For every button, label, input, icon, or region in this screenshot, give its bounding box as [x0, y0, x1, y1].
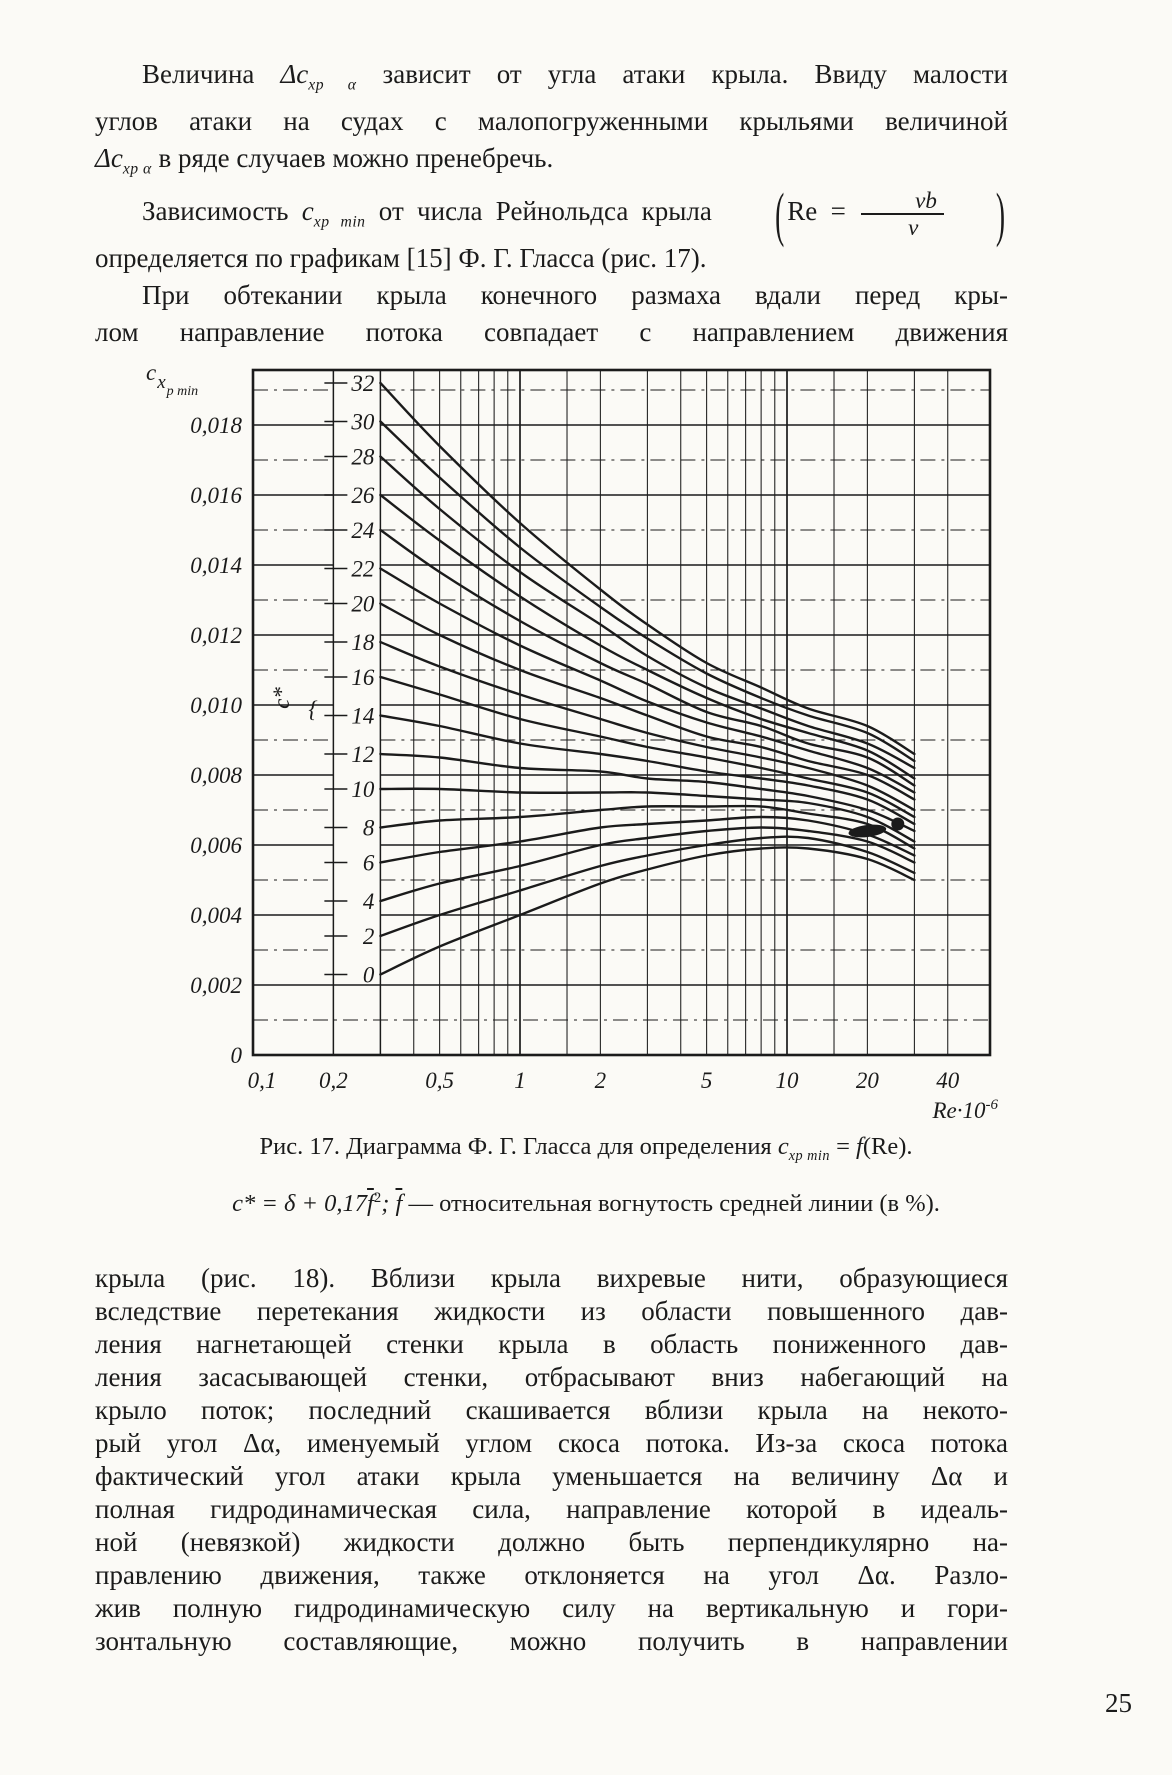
curve-label: 8 [362, 815, 375, 841]
text-line [95, 240, 1008, 277]
text-line [95, 179, 1008, 248]
text-segment: в ряде случаев можно пренебречь. [151, 143, 554, 174]
text-segment: $\overline{f}$ [367, 1190, 374, 1218]
fraction-denominator: ν [861, 213, 944, 240]
text-segment: = [829, 1133, 857, 1160]
text-line [95, 1427, 1008, 1460]
text-segment: углов атаки на судах с малопогруженными крыльями величиной [95, 106, 1008, 137]
family-brace: { [308, 697, 318, 722]
curve-label: 26 [351, 483, 375, 508]
text-segment: полная гидродинамическая сила, направление которой в идеаль- [95, 1494, 1008, 1524]
text-line [95, 103, 1008, 140]
text-line [95, 1526, 1008, 1559]
family-label: c* [269, 687, 294, 709]
text-segment: зависит от угла атаки крыла. Ввиду малости [356, 59, 1008, 89]
y-tick-label: 0,016 [190, 483, 242, 508]
paragraph-4 [95, 1262, 1008, 1658]
text-line [95, 1262, 1008, 1295]
x-tick-label: 0,1 [247, 1068, 277, 1093]
text-segment: ( [775, 179, 785, 248]
text-segment: c [301, 195, 314, 226]
curve-label: 28 [351, 444, 375, 470]
body-text-bottom [95, 1262, 1008, 1658]
text-line [95, 1295, 1008, 1328]
x-tick-label: 0,5 [425, 1068, 454, 1093]
curve-label: 6 [362, 850, 375, 876]
text-segment: f [856, 1133, 863, 1160]
y-tick-label: 0,018 [190, 413, 242, 438]
text-segment: c [777, 1133, 789, 1160]
text-segment: — относительная вогнутость средней линии (в %). [402, 1190, 940, 1218]
text-segment: определяется по графикам [15] Ф. Г. Гласса (рис. 17). [95, 243, 707, 274]
data-point [891, 818, 904, 831]
text-segment: (Re). [862, 1133, 913, 1160]
page-number: 25 [1105, 1688, 1132, 1718]
y-tick-label: 0 [230, 1043, 242, 1068]
curve-label: 18 [351, 630, 375, 655]
text-segment: Δc [95, 143, 123, 174]
x-tick-label: 1 [514, 1068, 526, 1093]
text-line [95, 1328, 1008, 1361]
text-segment: правлению движения, также отклоняется на угол Δα. Разло- [95, 1560, 1008, 1590]
y-axis-title: $c_{xp min}$ [146, 360, 199, 399]
text-segment: $\overline{f}$ [395, 1190, 403, 1218]
inline-fraction [861, 188, 944, 240]
text-segment: вследствие перетекания жидкости из области повышенного дав- [95, 1296, 1008, 1326]
text-segment: Величина [142, 59, 281, 89]
text-line [146, 1126, 1026, 1177]
text-segment: Δc [280, 59, 309, 89]
text-segment: зонтальную составляющие, можно получить в направлении [95, 1626, 1008, 1656]
curve-label: 20 [351, 591, 375, 617]
x-axis-title: $Re\cdot 10^{-6}$ [932, 1097, 998, 1123]
curve-label: 12 [351, 742, 375, 767]
paragraph-1 [95, 56, 1008, 188]
y-tick-label: 0,010 [190, 693, 242, 718]
curve-label: 22 [351, 556, 375, 582]
text-segment: фактический угол атаки крыла уменьшается на величину Δα и [95, 1461, 1008, 1491]
superscript: 2 [373, 1189, 382, 1206]
subscript: xp min [313, 213, 366, 231]
text-segment: При обтекании крыла конечного размаха вдали перед кры- [142, 280, 1008, 311]
fraction-numerator: vb [915, 187, 937, 213]
y-tick-label: 0,002 [190, 973, 242, 998]
paragraph-2 [95, 179, 1008, 278]
text-line [95, 1460, 1008, 1493]
text-segment: жив полную гидродинамическую силу на вертикальную и гори- [95, 1593, 1008, 1623]
text-line [95, 1361, 1008, 1394]
text-line [95, 314, 1008, 351]
y-tick-label: 0,008 [190, 763, 242, 788]
text-segment: от числа Рейнольдса крыла [365, 195, 726, 226]
body-text-top [95, 56, 1008, 351]
curve-label: 10 [351, 777, 375, 802]
x-tick-label: 5 [700, 1068, 713, 1093]
text-segment: ной (невязкой) жидкости должно быть перпендикулярно на- [95, 1527, 1008, 1557]
x-tick-label: 2 [594, 1068, 607, 1093]
curve-label: 14 [351, 703, 375, 729]
text-line [146, 1177, 1026, 1225]
text-line [95, 1493, 1008, 1526]
curve-label: 32 [351, 371, 375, 396]
y-tick-label: 0,012 [190, 623, 242, 648]
curve-label: 2 [362, 924, 375, 949]
paragraph-3 [95, 277, 1008, 351]
text-segment: крыло поток; последний скашивается вблизи крыла на некото- [95, 1395, 1008, 1425]
text-segment: ления засасывающей стенки, отбрасывают вниз набегающий на [95, 1362, 1008, 1392]
text-line [95, 1394, 1008, 1427]
curve-label: 24 [351, 518, 375, 543]
x-tick-label: 10 [775, 1068, 799, 1093]
curve-label: 16 [351, 665, 375, 690]
text-segment: лом направление потока совпадает с направлением движения [95, 317, 1008, 348]
glass-diagram-chart [130, 350, 1010, 1125]
subscript: xp α [122, 160, 152, 178]
curve-label: 4 [362, 889, 375, 914]
figure-17 [130, 350, 1010, 1130]
y-tick-label: 0,004 [190, 903, 242, 928]
text-segment: Re = [787, 195, 860, 226]
ink-smudge [848, 823, 887, 840]
text-segment: ; [381, 1190, 396, 1218]
text-segment: ления нагнетающей стенки крыла в область пониженного дав- [95, 1329, 1008, 1359]
text-line [95, 277, 1008, 314]
text-segment: Рис. 17. Диаграмма Ф. Г. Гласса для определения [259, 1133, 778, 1160]
text-line [95, 1625, 1008, 1658]
text-segment: Зависимость [142, 195, 302, 226]
x-tick-label: 0,2 [319, 1068, 348, 1093]
text-line [95, 1559, 1008, 1592]
figure-caption [146, 1126, 1026, 1225]
x-tick-label: 40 [936, 1068, 960, 1093]
text-segment: крыла (рис. 18). Вблизи крыла вихревые нити, образующиеся [95, 1263, 1008, 1293]
curve-label: 0 [362, 962, 375, 988]
text-segment: рый угол Δα, именуемый углом скоса потока. Из-за скоса потока [95, 1428, 1008, 1458]
y-tick-label: 0,014 [190, 553, 242, 578]
y-tick-label: 0,006 [190, 833, 242, 858]
text-segment: ) [995, 179, 1005, 248]
subscript: xp α [308, 76, 357, 94]
curve-label: 30 [351, 409, 375, 435]
text-line [95, 1592, 1008, 1625]
text-line [95, 140, 1008, 187]
subscript: xp min [788, 1147, 830, 1164]
x-tick-label: 20 [855, 1068, 879, 1093]
text-segment: c* = δ + 0,17 [232, 1190, 368, 1218]
text-line [95, 56, 1008, 103]
